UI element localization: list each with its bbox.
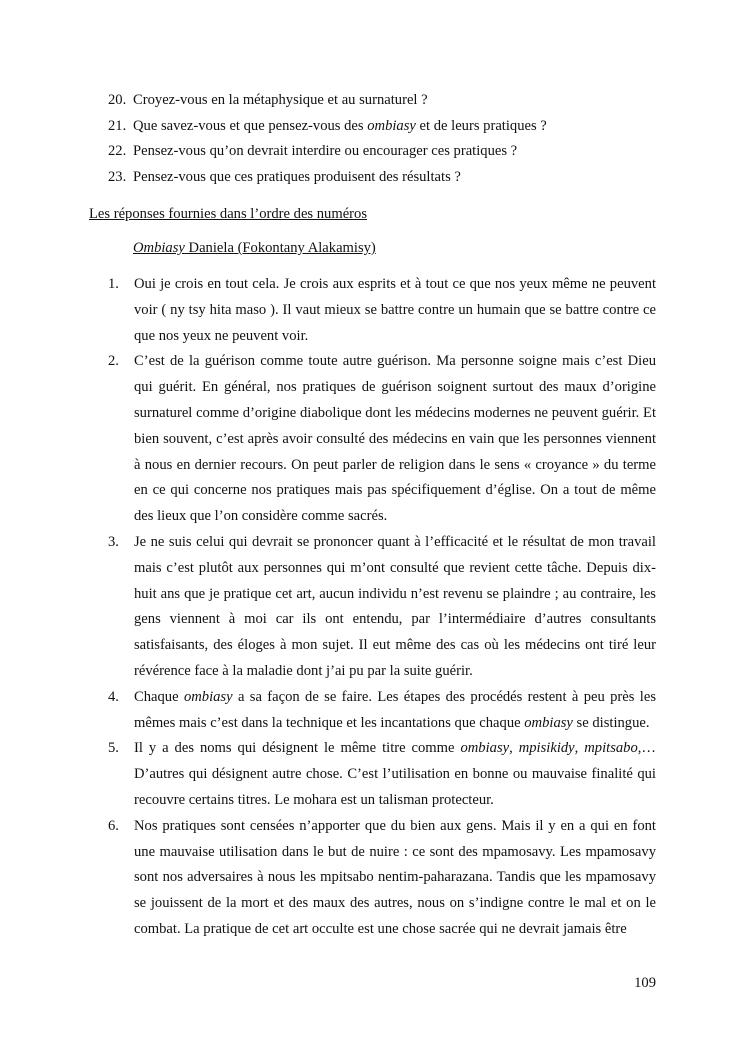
question-text: et de leurs pratiques ?: [415, 117, 547, 134]
answer-italic-term: mpitsabo: [584, 740, 638, 757]
answer-text: Il y a des noms qui désignent le même titre comme: [134, 740, 461, 757]
question-text: Que savez-vous et que pensez-vous des: [133, 117, 368, 134]
answer-item: [108, 736, 656, 813]
question-list: [108, 88, 668, 190]
question-text: Croyez-vous en la métaphysique et au surnaturel ?: [133, 92, 428, 108]
answer-text: Je ne suis celui qui devrait se prononcer quant à l’efficacité et le résultat de mon travail mais c’est plutôt aux personnes qui m’ont consulté que revient cette tâche. Depuis dix-huit ans que je pratique cet art, aucun individu n’est revenu se plaindre ; au contraire, les gens viennent à moi car ils ont entendu, par l’intermédiaire d’autres consultants satisfaisants, des éloges à mon sujet. Il eut même des cas où les médecins ont tiré leur révérence face à la maladie dont j’ai pu par la suite guérir.: [134, 533, 656, 679]
answer-item: [108, 814, 656, 943]
answer-number: 6.: [108, 817, 119, 834]
answer-text: Chaque: [134, 688, 184, 705]
answer-number: 1.: [108, 276, 119, 292]
answer-item: [108, 349, 656, 530]
answer-italic-term: ombiasy: [524, 714, 573, 731]
question-italic-term: ombiasy: [367, 117, 416, 134]
answer-number: 2.: [108, 353, 119, 370]
page-number: 109: [634, 975, 656, 991]
section-title: Les réponses fournies dans l’ordre des numéros: [89, 206, 368, 222]
answer-text: C’est de la guérison comme toute autre guérison. Ma personne soigne mais c’est Dieu qui guérit. En général, nos pratiques de guérison soignent surtout des maux d’origine surnaturel comme d’origine diabolique dont les médecins modernes ne peuvent guérir. Et bien souvent, c’est après avoir consulté des médecins en vain que les personnes viennent à nous en dernier recours. On peut parler de religion dans le sens « croyance » du terme en ce qui concerne nos pratiques mais pas spécifiquement d’église. On a tout de même des lieux que l’on considère comme sacrés.: [134, 353, 656, 525]
answer-item: [108, 530, 656, 685]
question-number: 23.: [108, 168, 127, 185]
question-item: [108, 88, 668, 114]
question-text: Pensez-vous que ces pratiques produisent des résultats ?: [133, 168, 461, 185]
question-number: 20.: [108, 92, 127, 108]
question-text: Pensez-vous qu’on devrait interdire ou encourager ces pratiques ?: [133, 143, 518, 160]
subtitle-text: Daniela (Fokontany Alakamisy): [184, 240, 376, 256]
answer-text: ,: [509, 740, 519, 757]
answer-text: a sa façon de se faire. Les étapes des procédés restent à peu près les mêmes mais c’est dans la technique et les incantations que chaque: [134, 688, 656, 731]
subtitle-italic-term: Ombiasy: [133, 240, 185, 256]
answer-italic-term: ombiasy: [460, 740, 510, 757]
question-number: 21.: [108, 117, 127, 134]
answer-number: 5.: [108, 740, 119, 757]
answer-text: Nos pratiques sont censées n’apporter que du bien aux gens. Mais il y en a qui en font une mauvaise utilisation dans le but de nuire : ce sont des mpamosavy. Les mpamosavy sont nos adversaires à nous les mpitsabo nentim-paharazana. Tandis que les mpamosavy se jouissent de la mort et des maux des autres, nous on s’indigne contre le mal et on le combat. La pratique de cet art occulte est une chose sacrée qui ne devrait jamais être: [134, 817, 656, 937]
answer-text: ,… D’autres qui désignent autre chose. C’est l’utilisation en bonne ou mauvaise finalité qui recouvre certains titres. Le mohara est un talisman protecteur.: [134, 740, 657, 808]
answer-number: 4.: [108, 688, 119, 705]
answer-text: Oui je crois en tout cela. Je crois aux esprits et à tout ce que nos yeux même ne peuvent voir ( ny tsy hita maso ). Il vaut mieux se battre contre un humain que se battre contre ce que nos yeux ne peuvent voir.: [134, 276, 656, 344]
answer-number: 3.: [108, 533, 119, 550]
answer-item: [108, 272, 656, 349]
answer-italic-term: mpisikidy: [518, 740, 575, 757]
question-item: [108, 165, 668, 191]
respondent-subtitle: [133, 237, 376, 259]
answer-list: [108, 272, 656, 943]
answer-italic-term: ombiasy: [183, 688, 233, 705]
question-item: [108, 139, 668, 165]
question-number: 22.: [108, 143, 127, 160]
answer-item: [108, 685, 656, 737]
question-item: [108, 114, 668, 140]
answer-text: ,: [574, 740, 585, 757]
answer-text: se distingue.: [572, 714, 650, 731]
